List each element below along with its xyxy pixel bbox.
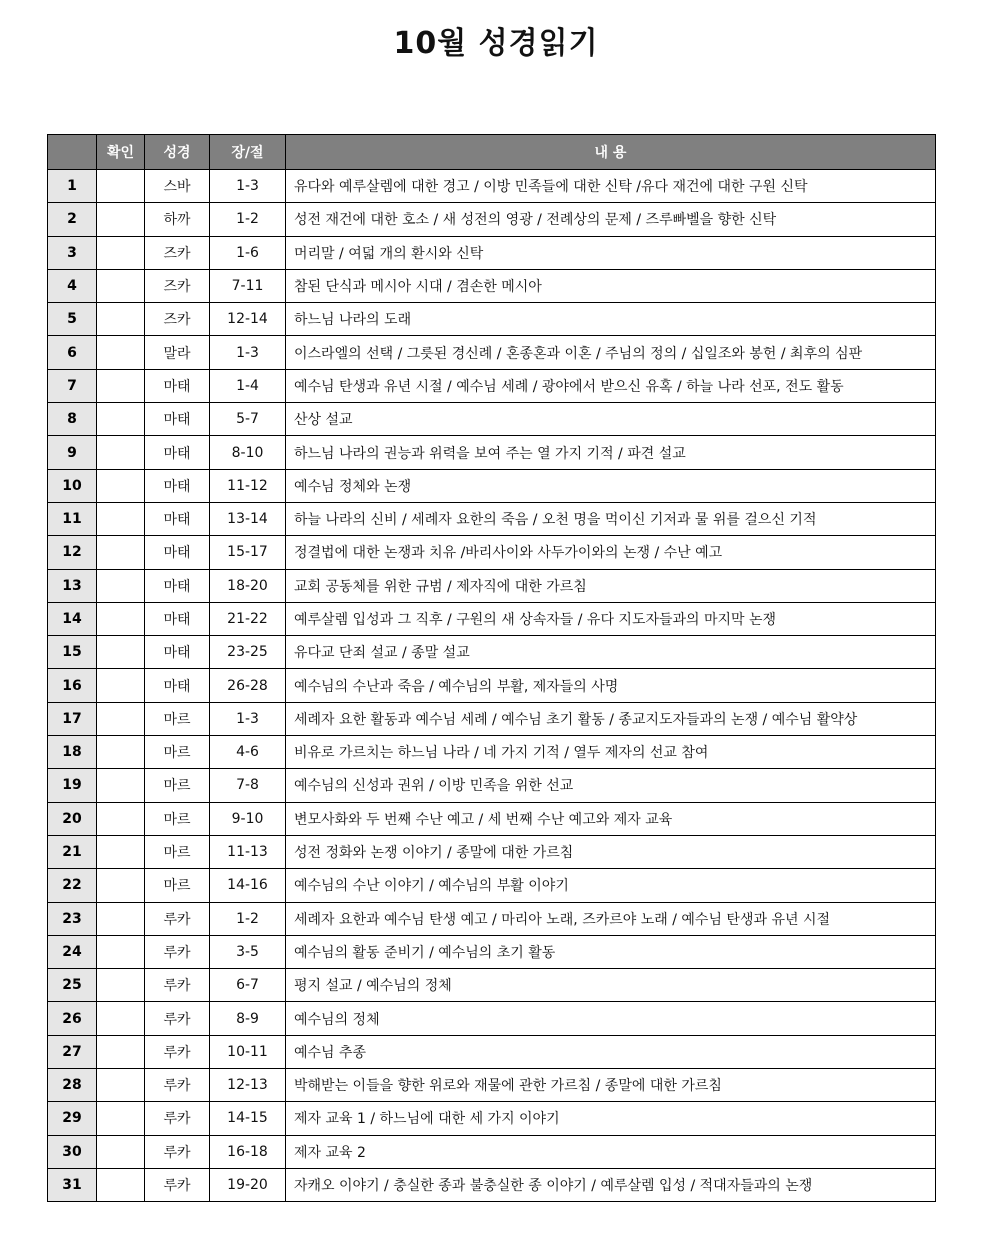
table-row bbox=[48, 636, 936, 669]
content-cell: 예수님의 수난과 죽음 / 예수님의 부활, 제자들의 사명 bbox=[286, 669, 936, 702]
book-cell: 마르 bbox=[145, 869, 210, 902]
book-cell: 루카 bbox=[145, 1035, 210, 1068]
content-cell: 비유로 가르치는 하느님 나라 / 네 가지 기적 / 열두 제자의 선교 참여 bbox=[286, 736, 936, 769]
check-cell[interactable] bbox=[97, 669, 145, 702]
day-number: 14 bbox=[48, 602, 97, 635]
chapters-cell: 9-10 bbox=[210, 802, 286, 835]
table-row bbox=[48, 536, 936, 569]
chapters-cell: 21-22 bbox=[210, 602, 286, 635]
check-cell[interactable] bbox=[97, 502, 145, 535]
chapters-cell: 12-14 bbox=[210, 303, 286, 336]
book-cell: 루카 bbox=[145, 1002, 210, 1035]
check-cell[interactable] bbox=[97, 969, 145, 1002]
table-row bbox=[48, 170, 936, 203]
check-cell[interactable] bbox=[97, 1035, 145, 1068]
day-number: 13 bbox=[48, 569, 97, 602]
day-number: 23 bbox=[48, 902, 97, 935]
book-cell: 마태 bbox=[145, 602, 210, 635]
content-cell: 성전 재건에 대한 호소 / 새 성전의 영광 / 전례상의 문제 / 즈루빠벨을 향한 신탁 bbox=[286, 203, 936, 236]
book-cell: 루카 bbox=[145, 1102, 210, 1135]
day-number: 3 bbox=[48, 236, 97, 269]
book-cell: 마르 bbox=[145, 702, 210, 735]
chapters-cell: 1-4 bbox=[210, 369, 286, 402]
day-number: 4 bbox=[48, 269, 97, 302]
chapters-cell: 14-16 bbox=[210, 869, 286, 902]
book-cell: 하까 bbox=[145, 203, 210, 236]
header-book: 성경 bbox=[145, 135, 210, 170]
check-cell[interactable] bbox=[97, 1002, 145, 1035]
chapters-cell: 7-8 bbox=[210, 769, 286, 802]
content-cell: 유다교 단죄 설교 / 종말 설교 bbox=[286, 636, 936, 669]
check-cell[interactable] bbox=[97, 636, 145, 669]
book-cell: 마태 bbox=[145, 636, 210, 669]
day-number: 5 bbox=[48, 303, 97, 336]
check-cell[interactable] bbox=[97, 835, 145, 868]
check-cell[interactable] bbox=[97, 269, 145, 302]
table-row bbox=[48, 469, 936, 502]
check-cell[interactable] bbox=[97, 536, 145, 569]
content-cell: 자캐오 이야기 / 충실한 종과 불충실한 종 이야기 / 예루살렘 입성 / 적대자들과의 논쟁 bbox=[286, 1168, 936, 1201]
table-row bbox=[48, 602, 936, 635]
table-row bbox=[48, 1035, 936, 1068]
check-cell[interactable] bbox=[97, 1135, 145, 1168]
content-cell: 하늘 나라의 신비 / 세례자 요한의 죽음 / 오천 명을 먹이신 기저과 물 위를 걸으신 기적 bbox=[286, 502, 936, 535]
chapters-cell: 4-6 bbox=[210, 736, 286, 769]
book-cell: 마르 bbox=[145, 835, 210, 868]
day-number: 19 bbox=[48, 769, 97, 802]
table-row bbox=[48, 1102, 936, 1135]
content-cell: 예수님 탄생과 유년 시절 / 예수님 세례 / 광야에서 받으신 유혹 / 하늘 나라 선포, 전도 활동 bbox=[286, 369, 936, 402]
page-title: 10월 성경읽기 bbox=[393, 26, 599, 61]
table-row bbox=[48, 269, 936, 302]
check-cell[interactable] bbox=[97, 1168, 145, 1201]
book-cell: 마르 bbox=[145, 736, 210, 769]
check-cell[interactable] bbox=[97, 403, 145, 436]
book-cell: 마태 bbox=[145, 469, 210, 502]
table-row bbox=[48, 303, 936, 336]
content-cell: 성전 정화와 논쟁 이야기 / 종말에 대한 가르침 bbox=[286, 835, 936, 868]
content-cell: 교회 공동체를 위한 규범 / 제자직에 대한 가르침 bbox=[286, 569, 936, 602]
day-number: 22 bbox=[48, 869, 97, 902]
check-cell[interactable] bbox=[97, 736, 145, 769]
day-number: 25 bbox=[48, 969, 97, 1002]
content-cell: 머리말 / 여덟 개의 환시와 신탁 bbox=[286, 236, 936, 269]
chapters-cell: 10-11 bbox=[210, 1035, 286, 1068]
table-row bbox=[48, 236, 936, 269]
check-cell[interactable] bbox=[97, 935, 145, 968]
table-row bbox=[48, 1069, 936, 1102]
day-number: 9 bbox=[48, 436, 97, 469]
book-cell: 마르 bbox=[145, 769, 210, 802]
table-header-row bbox=[48, 135, 936, 170]
day-number: 8 bbox=[48, 403, 97, 436]
content-cell: 유다와 예루살렘에 대한 경고 / 이방 민족들에 대한 신탁 /유다 재건에 대한 구원 신탁 bbox=[286, 170, 936, 203]
content-cell: 변모사화와 두 번째 수난 예고 / 세 번째 수난 예고와 제자 교육 bbox=[286, 802, 936, 835]
content-cell: 제자 교육 2 bbox=[286, 1135, 936, 1168]
check-cell[interactable] bbox=[97, 869, 145, 902]
chapters-cell: 1-2 bbox=[210, 902, 286, 935]
content-cell: 정결법에 대한 논쟁과 치유 /바리사이와 사두가이와의 논쟁 / 수난 예고 bbox=[286, 536, 936, 569]
table-row bbox=[48, 369, 936, 402]
day-number: 15 bbox=[48, 636, 97, 669]
day-number: 29 bbox=[48, 1102, 97, 1135]
content-cell: 예루살렘 입성과 그 직후 / 구원의 새 상속자들 / 유다 지도자들과의 마지막 논쟁 bbox=[286, 602, 936, 635]
content-cell: 제자 교육 1 / 하느님에 대한 세 가지 이야기 bbox=[286, 1102, 936, 1135]
content-cell: 예수님의 신성과 권위 / 이방 민족을 위한 선교 bbox=[286, 769, 936, 802]
book-cell: 마태 bbox=[145, 502, 210, 535]
check-cell[interactable] bbox=[97, 1102, 145, 1135]
chapters-cell: 1-3 bbox=[210, 702, 286, 735]
check-cell[interactable] bbox=[97, 902, 145, 935]
book-cell: 마르 bbox=[145, 802, 210, 835]
content-cell: 이스라엘의 선택 / 그릇된 경신례 / 혼종혼과 이혼 / 주님의 정의 / 십일조와 봉헌 / 최후의 심판 bbox=[286, 336, 936, 369]
chapters-cell: 18-20 bbox=[210, 569, 286, 602]
content-cell: 예수님의 활동 준비기 / 예수님의 초기 활동 bbox=[286, 935, 936, 968]
reading-plan-table bbox=[47, 134, 936, 1202]
day-number: 18 bbox=[48, 736, 97, 769]
table-row bbox=[48, 736, 936, 769]
check-cell[interactable] bbox=[97, 203, 145, 236]
table-row bbox=[48, 835, 936, 868]
check-cell[interactable] bbox=[97, 469, 145, 502]
book-cell: 마태 bbox=[145, 403, 210, 436]
table-row bbox=[48, 502, 936, 535]
check-cell[interactable] bbox=[97, 336, 145, 369]
content-cell: 하느님 나라의 권능과 위력을 보여 주는 열 가지 기적 / 파견 설교 bbox=[286, 436, 936, 469]
table-row bbox=[48, 802, 936, 835]
content-cell: 평지 설교 / 예수님의 정체 bbox=[286, 969, 936, 1002]
table-row bbox=[48, 336, 936, 369]
book-cell: 루카 bbox=[145, 902, 210, 935]
book-cell: 마태 bbox=[145, 536, 210, 569]
day-number: 27 bbox=[48, 1035, 97, 1068]
day-number: 20 bbox=[48, 802, 97, 835]
table-row bbox=[48, 1168, 936, 1201]
chapters-cell: 16-18 bbox=[210, 1135, 286, 1168]
chapters-cell: 13-14 bbox=[210, 502, 286, 535]
table-row bbox=[48, 969, 936, 1002]
check-cell[interactable] bbox=[97, 170, 145, 203]
book-cell: 루카 bbox=[145, 1069, 210, 1102]
day-number: 17 bbox=[48, 702, 97, 735]
day-number: 2 bbox=[48, 203, 97, 236]
book-cell: 루카 bbox=[145, 1135, 210, 1168]
book-cell: 말라 bbox=[145, 336, 210, 369]
check-cell[interactable] bbox=[97, 369, 145, 402]
chapters-cell: 5-7 bbox=[210, 403, 286, 436]
chapters-cell: 6-7 bbox=[210, 969, 286, 1002]
content-cell: 참된 단식과 메시아 시대 / 겸손한 메시아 bbox=[286, 269, 936, 302]
table-row bbox=[48, 1002, 936, 1035]
book-cell: 루카 bbox=[145, 1168, 210, 1201]
check-cell[interactable] bbox=[97, 236, 145, 269]
check-cell[interactable] bbox=[97, 802, 145, 835]
content-cell: 박해받는 이들을 향한 위로와 재물에 관한 가르침 / 종말에 대한 가르침 bbox=[286, 1069, 936, 1102]
check-cell[interactable] bbox=[97, 1069, 145, 1102]
day-number: 21 bbox=[48, 835, 97, 868]
book-cell: 마태 bbox=[145, 569, 210, 602]
day-number: 7 bbox=[48, 369, 97, 402]
book-cell: 루카 bbox=[145, 935, 210, 968]
day-number: 6 bbox=[48, 336, 97, 369]
day-number: 16 bbox=[48, 669, 97, 702]
table-row bbox=[48, 702, 936, 735]
header-content: 내 용 bbox=[286, 135, 936, 170]
table-row bbox=[48, 403, 936, 436]
chapters-cell: 1-6 bbox=[210, 236, 286, 269]
day-number: 31 bbox=[48, 1168, 97, 1201]
day-number: 28 bbox=[48, 1069, 97, 1102]
book-cell: 즈카 bbox=[145, 236, 210, 269]
chapters-cell: 12-13 bbox=[210, 1069, 286, 1102]
chapters-cell: 1-3 bbox=[210, 170, 286, 203]
content-cell: 예수님의 수난 이야기 / 예수님의 부활 이야기 bbox=[286, 869, 936, 902]
content-cell: 예수님의 정체 bbox=[286, 1002, 936, 1035]
day-number: 26 bbox=[48, 1002, 97, 1035]
day-number: 10 bbox=[48, 469, 97, 502]
table-row bbox=[48, 436, 936, 469]
content-cell: 하느님 나라의 도래 bbox=[286, 303, 936, 336]
chapters-cell: 11-12 bbox=[210, 469, 286, 502]
book-cell: 마태 bbox=[145, 369, 210, 402]
content-cell: 세례자 요한 활동과 예수님 세례 / 예수님 초기 활동 / 종교지도자들과의 논쟁 / 예수님 활약상 bbox=[286, 702, 936, 735]
chapters-cell: 14-15 bbox=[210, 1102, 286, 1135]
chapters-cell: 26-28 bbox=[210, 669, 286, 702]
chapters-cell: 7-11 bbox=[210, 269, 286, 302]
table-row bbox=[48, 902, 936, 935]
chapters-cell: 11-13 bbox=[210, 835, 286, 868]
content-cell: 예수님 추종 bbox=[286, 1035, 936, 1068]
chapters-cell: 23-25 bbox=[210, 636, 286, 669]
header-chapters: 장/절 bbox=[210, 135, 286, 170]
day-number: 30 bbox=[48, 1135, 97, 1168]
content-cell: 세례자 요한과 예수님 탄생 예고 / 마리아 노래, 즈카르야 노래 / 예수님 탄생과 유년 시절 bbox=[286, 902, 936, 935]
chapters-cell: 19-20 bbox=[210, 1168, 286, 1201]
check-cell[interactable] bbox=[97, 769, 145, 802]
book-cell: 즈카 bbox=[145, 303, 210, 336]
chapters-cell: 1-2 bbox=[210, 203, 286, 236]
day-number: 24 bbox=[48, 935, 97, 968]
book-cell: 스바 bbox=[145, 170, 210, 203]
table-row bbox=[48, 935, 936, 968]
table-row bbox=[48, 1135, 936, 1168]
table-row bbox=[48, 569, 936, 602]
chapters-cell: 1-3 bbox=[210, 336, 286, 369]
table-row bbox=[48, 769, 936, 802]
book-cell: 마태 bbox=[145, 436, 210, 469]
check-cell[interactable] bbox=[97, 436, 145, 469]
chapters-cell: 8-9 bbox=[210, 1002, 286, 1035]
header-check: 확인 bbox=[97, 135, 145, 170]
check-cell[interactable] bbox=[97, 569, 145, 602]
content-cell: 산상 설교 bbox=[286, 403, 936, 436]
header-day bbox=[48, 135, 97, 170]
day-number: 1 bbox=[48, 170, 97, 203]
book-cell: 즈카 bbox=[145, 269, 210, 302]
check-cell[interactable] bbox=[97, 702, 145, 735]
table-row bbox=[48, 869, 936, 902]
book-cell: 마태 bbox=[145, 669, 210, 702]
chapters-cell: 3-5 bbox=[210, 935, 286, 968]
content-cell: 예수님 정체와 논쟁 bbox=[286, 469, 936, 502]
table-row bbox=[48, 669, 936, 702]
check-cell[interactable] bbox=[97, 602, 145, 635]
chapters-cell: 15-17 bbox=[210, 536, 286, 569]
day-number: 11 bbox=[48, 502, 97, 535]
table-row bbox=[48, 203, 936, 236]
book-cell: 루카 bbox=[145, 969, 210, 1002]
day-number: 12 bbox=[48, 536, 97, 569]
check-cell[interactable] bbox=[97, 303, 145, 336]
chapters-cell: 8-10 bbox=[210, 436, 286, 469]
